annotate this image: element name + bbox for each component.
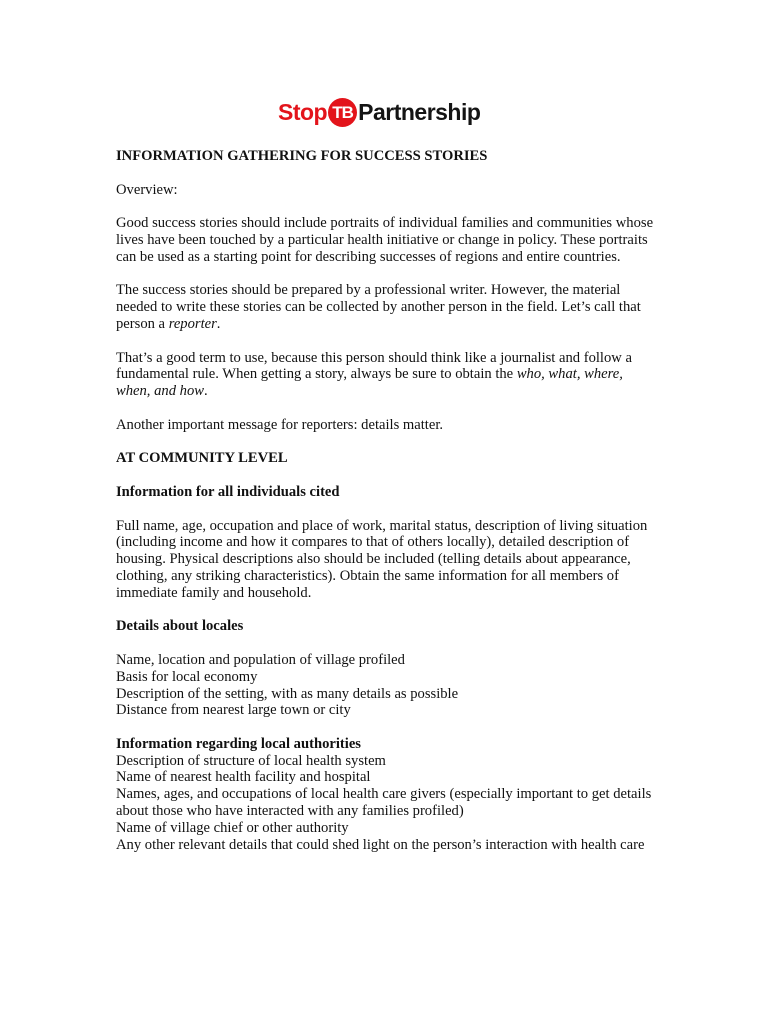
locales-line: Name, location and population of village profiled	[116, 651, 405, 668]
locales-line: Basis for local economy	[116, 668, 258, 685]
stop-tb-partnership-logo	[278, 96, 480, 128]
subheading-individuals: Information for all individuals cited	[116, 483, 340, 500]
document-title: INFORMATION GATHERING FOR SUCCESS STORIES	[116, 148, 488, 164]
section-heading-community: AT COMMUNITY LEVEL	[116, 450, 288, 467]
logo-partnership-text: Partnership	[358, 98, 481, 125]
authorities-line: Any other relevant details that could shed light on the person’s interaction with health care	[116, 836, 645, 853]
overview-label: Overview:	[116, 181, 178, 198]
reporter-term: reporter	[168, 315, 217, 332]
paragraph-intro: Good success stories should include portraits of individual families and communities whose lives have been touched by a particular health initiative or change in policy. These portraits can be used as a starting point for describing successes of regions and entire countries.	[116, 215, 654, 265]
authorities-line: Description of structure of local health system	[116, 752, 386, 769]
five-w-term: who, what, where, when, and how	[116, 366, 623, 400]
authorities-line: Names, ages, and occupations of local health care givers (especially important to get details about those who have interacted with any families profiled)	[116, 786, 652, 820]
authorities-line: Name of village chief or other authority	[116, 819, 349, 836]
paragraph-individuals: Full name, age, occupation and place of work, marital status, description of living situation (including income and how it compares to that of others locally), detailed description of housing. Physical descriptions also should be included (telling details about appearance, clothing, any striking characteristics). Obtain the same information for all members of immediate family and household.	[116, 517, 648, 601]
locales-line: Description of the setting, with as many details as possible	[116, 685, 459, 702]
authorities-line: Name of nearest health facility and hospital	[116, 769, 371, 786]
paragraph-journalist: That’s a good term to use, because this person should think like a journalist and follow a fundamental rule. When getting a story, always be sure to obtain the who, what, where, when, and how.	[116, 349, 632, 400]
document-body	[116, 148, 656, 853]
paragraph-writer: The success stories should be prepared by a professional writer. However, the material needed to write these stories can be collected by another person in the field. Let’s call that person a reporter.	[116, 282, 641, 332]
locales-line: Distance from nearest large town or city	[116, 702, 351, 719]
logo-tb-circle: TB	[328, 98, 357, 127]
subheading-authorities: Information regarding local authorities	[116, 735, 361, 752]
logo-stop-text: Stop	[278, 98, 328, 125]
subheading-locales: Details about locales	[116, 618, 244, 635]
paragraph-details-matter: Another important message for reporters: details matter.	[116, 416, 444, 433]
